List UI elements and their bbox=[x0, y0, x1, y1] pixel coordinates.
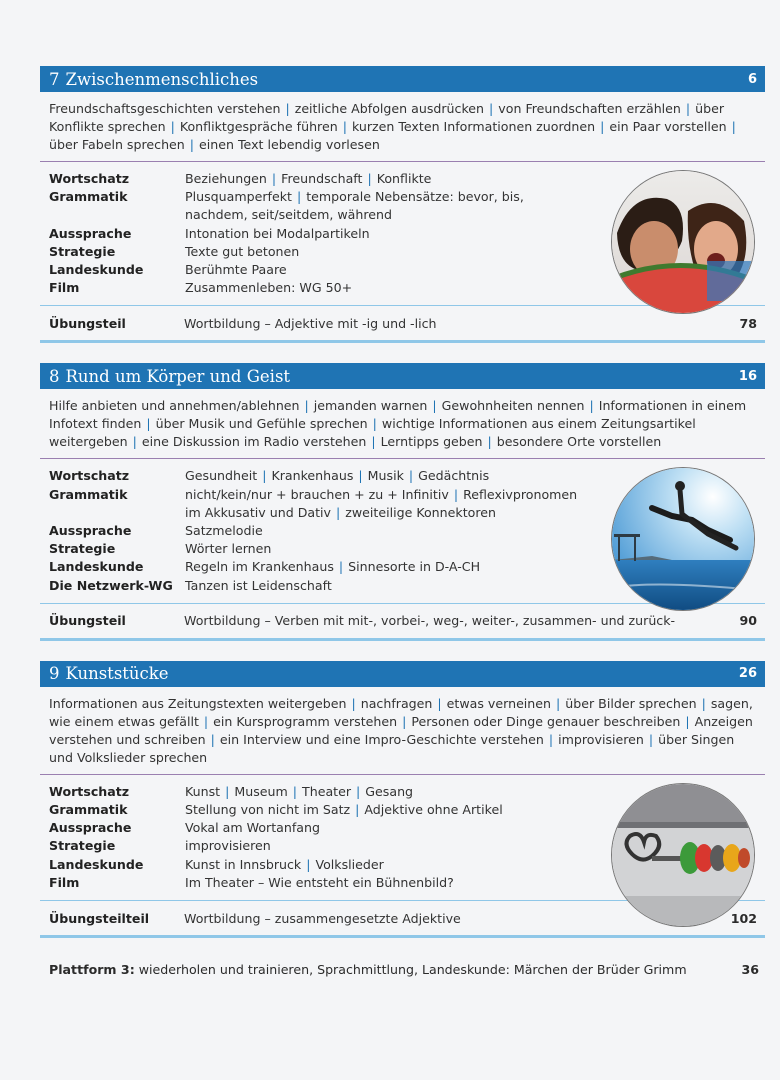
detail-label: Landeskunde bbox=[49, 856, 144, 872]
detail-item: temporale Nebensätze: bevor, bis, nachdem, seit/seitdem, während bbox=[185, 189, 524, 223]
separator: | bbox=[338, 559, 344, 575]
goal-item: Freundschaftsgeschichten verstehen bbox=[49, 101, 281, 116]
detail-item: Sinnesorte in D-A-CH bbox=[348, 559, 481, 575]
goal-item: sagen, wie einem etwas gefällt bbox=[49, 695, 753, 729]
separator: | bbox=[351, 695, 356, 711]
separator: | bbox=[271, 171, 277, 186]
unit-goals bbox=[40, 687, 765, 775]
detail-item: zweiteilige Konnektoren bbox=[345, 504, 496, 520]
detail-item: Intonation bei Modalpartikeln bbox=[185, 225, 370, 241]
detail-item: Theater bbox=[302, 783, 352, 799]
goal-item: Konfliktgespräche führen bbox=[179, 119, 338, 134]
detail-item: Stellung von nicht im Satz bbox=[185, 802, 351, 818]
unit-title: 7 Zwischenmenschliches bbox=[49, 69, 259, 89]
detail-item: Im Theater – Wie entsteht ein Bühnenbild? bbox=[185, 874, 454, 890]
goal-item: über Konflikte sprechen bbox=[49, 101, 725, 134]
detail-item: Vokal am Wortanfang bbox=[185, 820, 320, 836]
separator: | bbox=[146, 416, 151, 432]
detail-item: Kunst in Innsbruck bbox=[185, 856, 302, 872]
goal-item: improvisieren bbox=[558, 731, 644, 747]
separator: | bbox=[589, 398, 594, 414]
separator: | bbox=[372, 416, 377, 432]
unit-header bbox=[40, 66, 765, 92]
detail-item: Volkslieder bbox=[315, 856, 384, 872]
separator: | bbox=[600, 119, 605, 134]
goal-item: ein Kursprogramm verstehen bbox=[213, 713, 398, 729]
detail-item: Satzmelodie bbox=[185, 523, 263, 539]
separator: | bbox=[731, 119, 736, 134]
goal-item: ein Paar vorstellen bbox=[609, 119, 727, 134]
unit-goals bbox=[40, 389, 765, 459]
goal-item: besondere Orte vorstellen bbox=[496, 434, 662, 450]
separator: | bbox=[367, 171, 372, 186]
unit-7 bbox=[40, 66, 765, 343]
detail-item: Kunst bbox=[185, 783, 221, 799]
separator: | bbox=[292, 783, 298, 799]
detail-label: Die Netzwerk-WG bbox=[49, 577, 173, 593]
separator: | bbox=[408, 468, 414, 484]
separator: | bbox=[701, 695, 706, 711]
goal-item: kurzen Texten Informationen zuordnen bbox=[351, 119, 596, 134]
detail-label: Film bbox=[49, 874, 80, 890]
art-installation-photo bbox=[611, 783, 755, 927]
uebungsteil-row: Übungsteil Wortbildung – Adjektive mit -ig und -lich 78 bbox=[40, 306, 765, 343]
goal-item: Lerntipps geben bbox=[380, 434, 483, 450]
goal-item: eine Diskussion im Radio verstehen bbox=[141, 434, 367, 450]
plattform-row: Plattform 3: wiederholen und trainieren, Sprachmittlung, Landeskunde: Märchen der Brüder Grimm 36 bbox=[49, 962, 759, 977]
table-of-contents bbox=[40, 66, 765, 958]
detail-item: Regeln im Krankenhaus bbox=[185, 559, 334, 575]
separator: | bbox=[358, 468, 363, 484]
detail-item: Freundschaft bbox=[281, 171, 363, 186]
separator: | bbox=[336, 504, 341, 520]
unit-details bbox=[40, 459, 765, 603]
detail-label: Wortschatz bbox=[49, 171, 130, 186]
goal-item: Hilfe anbieten und annehmen/ablehnen bbox=[49, 398, 300, 414]
detail-item: Musik bbox=[367, 468, 404, 484]
separator: | bbox=[402, 713, 407, 729]
detail-item: Tanzen ist Leidenschaft bbox=[185, 577, 332, 593]
detail-label: Wortschatz bbox=[49, 783, 130, 799]
unit-9 bbox=[40, 661, 765, 938]
detail-label: Film bbox=[49, 280, 80, 296]
detail-item: Adjektive ohne Artikel bbox=[364, 802, 503, 818]
separator: | bbox=[489, 101, 494, 116]
separator: | bbox=[487, 434, 492, 450]
separator: | bbox=[285, 101, 290, 116]
detail-item: Plusquamperfekt bbox=[185, 189, 292, 205]
unit-8 bbox=[40, 363, 765, 640]
uebungsteil-row: Übungsteilteil Wortbildung – zusammengesetzte Adjektive 102 bbox=[40, 901, 765, 938]
friends-photo bbox=[611, 170, 755, 314]
detail-item: Wörter lernen bbox=[185, 541, 272, 557]
detail-label: Strategie bbox=[49, 541, 116, 557]
separator: | bbox=[225, 783, 230, 799]
detail-item: Reflexivpronomen im Akkusativ und Dativ bbox=[185, 486, 578, 520]
unit-page-number: 26 bbox=[738, 666, 757, 682]
separator: | bbox=[648, 731, 654, 747]
separator: | bbox=[355, 802, 360, 818]
goal-item: zeitliche Abfolgen ausdrücken bbox=[294, 101, 485, 116]
unit-goals bbox=[40, 92, 765, 162]
separator: | bbox=[262, 468, 267, 484]
uebungsteil-row: Übungsteil Wortbildung – Verben mit mit-, vorbei-, weg-, weiter-, zusammen- und zurück- 90 bbox=[40, 604, 765, 641]
detail-label: Aussprache bbox=[49, 225, 132, 241]
detail-item: Konflikte bbox=[376, 171, 432, 186]
detail-label: Aussprache bbox=[49, 820, 132, 836]
separator: | bbox=[304, 398, 309, 414]
goal-item: Informationen aus Zeitungstexten weitergeben bbox=[49, 695, 347, 711]
separator: | bbox=[437, 695, 442, 711]
separator: | bbox=[132, 434, 137, 450]
detail-label: Aussprache bbox=[49, 523, 132, 539]
separator: | bbox=[556, 695, 561, 711]
separator: | bbox=[432, 398, 437, 414]
unit-header bbox=[40, 661, 765, 687]
goal-item: Personen oder Dinge genauer beschreiben bbox=[411, 713, 681, 729]
goal-item: Gewohnheiten nennen bbox=[441, 398, 585, 414]
unit-title: 8 Rund um Körper und Geist bbox=[49, 366, 291, 386]
separator: | bbox=[342, 119, 347, 134]
detail-item: Gedächtnis bbox=[418, 468, 490, 484]
unit-details bbox=[40, 775, 765, 901]
separator: | bbox=[453, 486, 459, 502]
goal-item: wichtige Informationen aus einem Zeitungsartikel weitergeben bbox=[49, 416, 696, 450]
separator: | bbox=[685, 101, 691, 116]
separator: | bbox=[548, 731, 554, 747]
separator: | bbox=[170, 119, 175, 134]
detail-item: improvisieren bbox=[185, 838, 271, 854]
detail-item: Berühmte Paare bbox=[185, 262, 287, 278]
unit-page-number: 6 bbox=[747, 71, 757, 87]
separator: | bbox=[356, 783, 361, 799]
goal-item: über Musik und Gefühle sprechen bbox=[155, 416, 368, 432]
detail-label: Grammatik bbox=[49, 189, 128, 205]
separator: | bbox=[210, 731, 215, 747]
unit-header bbox=[40, 363, 765, 389]
detail-label: Grammatik bbox=[49, 802, 128, 818]
detail-item: Museum bbox=[234, 783, 288, 799]
separator: | bbox=[685, 713, 690, 729]
goal-item: über Singen und Volkslieder sprechen bbox=[49, 731, 735, 765]
goal-item: von Freundschaften erzählen bbox=[498, 101, 681, 116]
unit-details bbox=[40, 162, 765, 306]
detail-item: Zusammenleben: WG 50+ bbox=[185, 280, 353, 296]
goal-item: einen Text lebendig vorlesen bbox=[199, 137, 380, 152]
goal-item: über Bilder sprechen bbox=[565, 695, 697, 711]
detail-label: Landeskunde bbox=[49, 262, 144, 278]
detail-item: nicht/kein/nur + brauchen + zu + Infinitiv bbox=[185, 486, 449, 502]
goal-item: Anzeigen verstehen und schreiben bbox=[49, 713, 753, 747]
goal-item: etwas verneinen bbox=[446, 695, 552, 711]
separator: | bbox=[296, 189, 302, 205]
detail-item: Texte gut betonen bbox=[185, 243, 300, 259]
detail-label: Grammatik bbox=[49, 486, 128, 502]
separator: | bbox=[203, 713, 209, 729]
separator: | bbox=[306, 856, 311, 872]
goal-item: über Fabeln sprechen bbox=[49, 137, 185, 152]
goal-item: nachfragen bbox=[360, 695, 433, 711]
goal-item: Informationen in einem Infotext finden bbox=[49, 398, 747, 432]
detail-label: Strategie bbox=[49, 243, 116, 259]
unit-title: 9 Kunststücke bbox=[49, 664, 169, 684]
separator: | bbox=[189, 137, 195, 152]
detail-label: Landeskunde bbox=[49, 559, 144, 575]
detail-item: Krankenhaus bbox=[271, 468, 354, 484]
separator: | bbox=[371, 434, 376, 450]
unit-page-number: 16 bbox=[738, 368, 757, 384]
detail-label: Wortschatz bbox=[49, 468, 130, 484]
detail-item: Beziehungen bbox=[185, 171, 267, 186]
detail-label: Strategie bbox=[49, 838, 116, 854]
goal-item: jemanden warnen bbox=[313, 398, 428, 414]
detail-item: Gesang bbox=[365, 783, 414, 799]
jump-photo bbox=[611, 467, 755, 611]
detail-item: Gesundheit bbox=[185, 468, 258, 484]
goal-item: ein Interview und eine Impro-Geschichte verstehen bbox=[219, 731, 544, 747]
